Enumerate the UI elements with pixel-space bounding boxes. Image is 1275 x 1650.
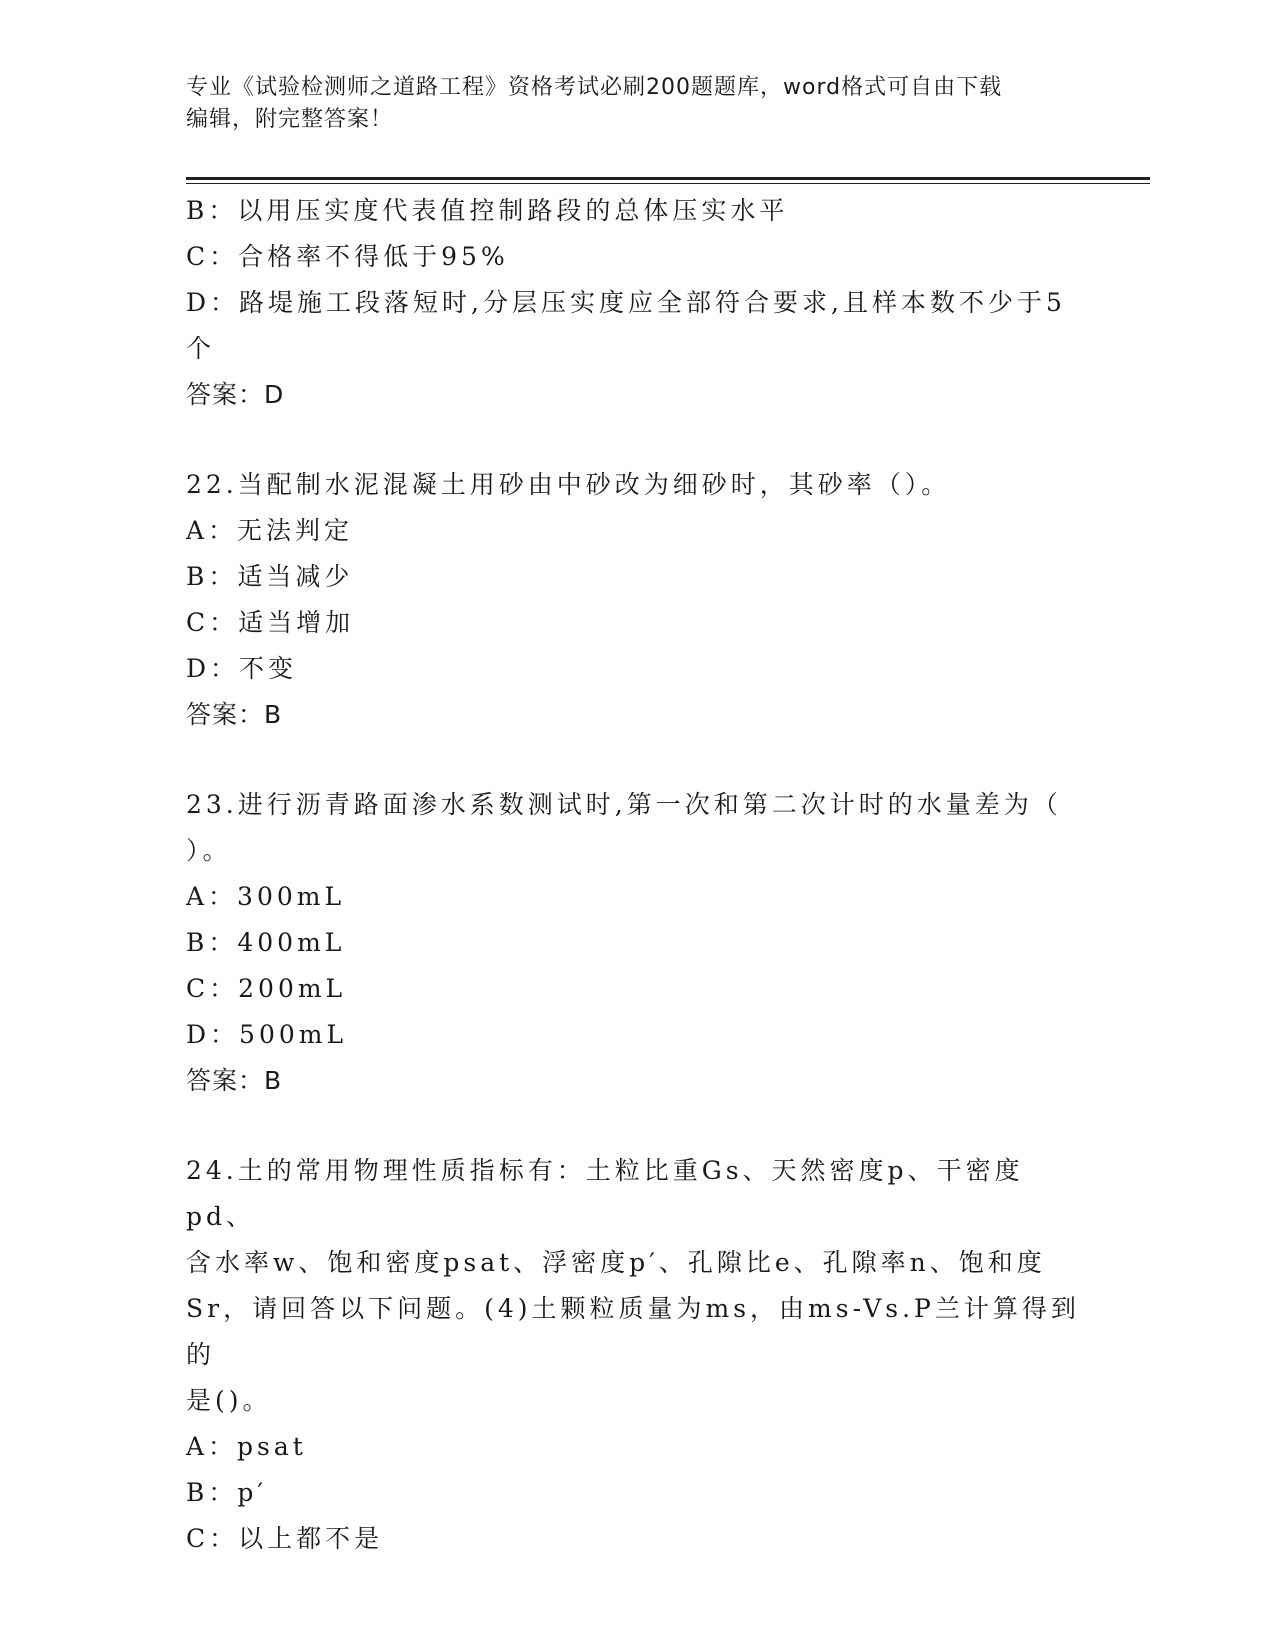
q24-stem-line-2: 含水率w、饱和密度psat、浮密度p′、孔隙比e、孔隙率n、饱和度: [186, 1248, 1046, 1277]
q22-stem: 22.当配制水泥混凝土用砂由中砂改为细砂时，其砂率（）。: [186, 470, 951, 499]
spacer: [186, 738, 1086, 782]
spacer: [186, 418, 1086, 462]
q24-option-a: A：psat: [186, 1432, 307, 1461]
q24-option-b: B：p′: [186, 1478, 268, 1507]
q22-option-d: D：不变: [186, 654, 298, 683]
q21-option-d-line-2: 个: [186, 334, 216, 363]
q23-stem-line-1: 23.进行沥青路面渗水系数测试时,第一次和第二次计时的水量差为（: [186, 790, 1062, 819]
q23-option-c: C：200mL: [186, 974, 347, 1003]
question-23: [186, 782, 1086, 1104]
q22-option-b: B：适当减少: [186, 562, 354, 591]
question-21-tail: [186, 188, 1086, 418]
q24-stem-line-4: 是()。: [186, 1386, 272, 1415]
q24-stem-line-1: 24.土的常用物理性质指标有：土粒比重Gs、天然密度p、干密度pd、: [186, 1156, 1024, 1231]
question-24: [186, 1148, 1086, 1562]
document-body: [186, 188, 1086, 1562]
q21-answer: 答案：D: [186, 380, 285, 409]
q22-answer: 答案：B: [186, 700, 283, 729]
question-22: [186, 462, 1086, 738]
q23-answer: 答案：B: [186, 1066, 283, 1095]
q24-option-c: C：以上都不是: [186, 1524, 384, 1553]
q21-option-c: C：合格率不得低于95%: [186, 242, 509, 271]
q23-option-b: B：400mL: [186, 928, 346, 957]
q23-option-a: A：300mL: [186, 882, 346, 911]
q22-option-a: A：无法判定: [186, 516, 354, 545]
header-divider-thick: [186, 177, 1150, 180]
q24-stem-line-3: Sr，请回答以下问题。(4)土颗粒质量为ms，由ms-Vs.P兰计算得到的: [186, 1294, 1080, 1369]
header-divider-thin: [186, 183, 1150, 184]
q21-option-d-line-1: D：路堤施工段落短时,分层压实度应全部符合要求,且样本数不少于5: [186, 288, 1066, 317]
spacer: [186, 1104, 1086, 1148]
q23-stem-line-2: ）。: [186, 836, 232, 865]
q22-option-c: C：适当增加: [186, 608, 355, 637]
q21-option-b: B：以用压实度代表值控制路段的总体压实水平: [186, 196, 789, 225]
header-line-2: 编辑，附完整答案！: [186, 107, 394, 132]
q23-option-d: D：500mL: [186, 1020, 348, 1049]
document-header: [186, 72, 1066, 136]
header-line-1: 专业《试验检测师之道路工程》资格考试必刷200题题库，word格式可自由下载: [186, 75, 1003, 100]
